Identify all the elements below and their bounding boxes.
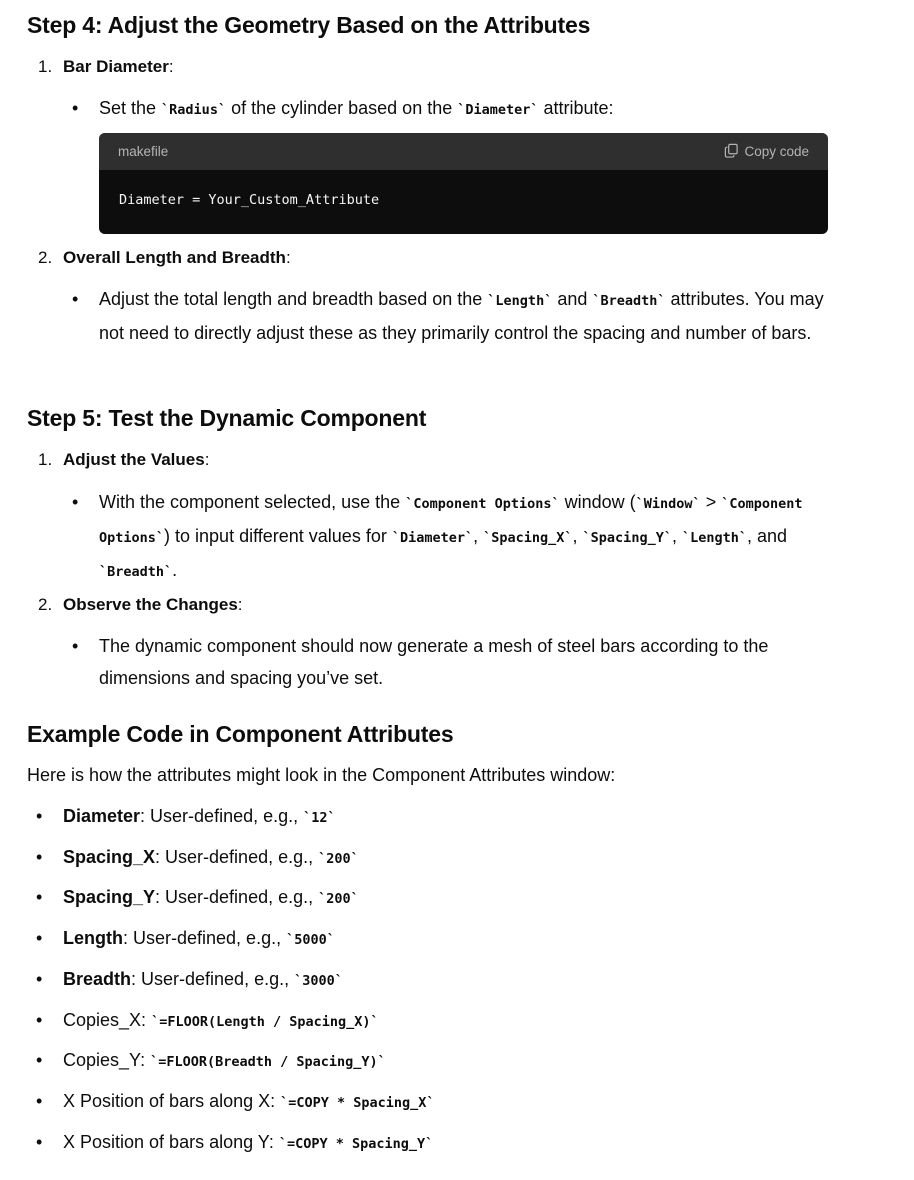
attribute-text: : User-defined, e.g., bbox=[155, 846, 319, 867]
attribute-text: : bbox=[270, 1090, 281, 1111]
attribute-item bbox=[36, 1132, 433, 1153]
attribute-item bbox=[36, 1091, 435, 1112]
item-number: 2. bbox=[38, 595, 53, 614]
step5-heading: Step 5: Test the Dynamic Component bbox=[27, 405, 427, 431]
colon: : bbox=[237, 595, 243, 614]
inline-code: `Breadth` bbox=[592, 293, 666, 309]
attribute-code: `=FLOOR(Length / Spacing_X)` bbox=[151, 1013, 379, 1030]
attribute-item bbox=[36, 1050, 386, 1071]
text: and bbox=[552, 289, 593, 309]
attribute-name: Length bbox=[63, 928, 123, 949]
attribute-name: Diameter bbox=[63, 806, 141, 826]
attribute-item bbox=[36, 847, 359, 868]
inline-code: `Diameter` bbox=[391, 530, 474, 546]
attribute-text: : User-defined, e.g., bbox=[123, 928, 287, 949]
step5-item-1-bullet bbox=[72, 486, 844, 588]
inline-code: `Spacing_X` bbox=[483, 530, 573, 546]
text: With the component selected, use the bbox=[99, 492, 406, 512]
step5-item-2 bbox=[38, 595, 243, 615]
inline-code: `Window` bbox=[635, 496, 701, 512]
copy-icon bbox=[724, 143, 739, 161]
attribute-name: Spacing_X bbox=[63, 846, 156, 867]
attribute-name: Copies_Y bbox=[63, 1050, 141, 1071]
attribute-code: `3000` bbox=[294, 972, 343, 989]
step4-item-2 bbox=[38, 248, 291, 268]
text: , and bbox=[747, 526, 788, 546]
inline-code: `Spacing_Y` bbox=[582, 530, 672, 546]
example-intro: Here is how the attributes might look in the Component Attributes window: bbox=[27, 765, 616, 785]
code-content: Diameter = Your_Custom_Attribute bbox=[119, 192, 380, 208]
code-block bbox=[99, 133, 828, 234]
code-block-header bbox=[99, 133, 828, 170]
attribute-text: : bbox=[141, 1009, 152, 1030]
attribute-text: : User-defined, e.g., bbox=[140, 806, 304, 826]
attribute-code: `=COPY * Spacing_Y` bbox=[278, 1135, 434, 1152]
attribute-text: : bbox=[268, 1131, 279, 1152]
text: The dynamic component should now generate a mesh of steel bars according to the dimensions and spacing you’ve set. bbox=[99, 636, 769, 688]
copy-code-label: Copy code bbox=[744, 144, 809, 159]
item-number: 1. bbox=[38, 57, 53, 76]
inline-code: `Diameter` bbox=[457, 102, 539, 118]
step4-item-1 bbox=[38, 57, 174, 77]
attribute-item bbox=[36, 1010, 379, 1031]
text: attributes. You may not need to directly adjust these as they primarily control the spacing and number of bars. bbox=[99, 289, 824, 343]
inline-code: `Component Options` bbox=[99, 496, 803, 546]
text: attribute: bbox=[538, 98, 614, 118]
copy-code-button[interactable] bbox=[724, 143, 809, 161]
item-title: Observe the Changes bbox=[63, 595, 238, 614]
code-language-label: makefile bbox=[118, 144, 169, 159]
colon: : bbox=[204, 450, 210, 469]
text: , bbox=[572, 526, 583, 546]
step4-item-2-bullet bbox=[72, 283, 844, 349]
text: , bbox=[473, 526, 484, 546]
attribute-code: `=FLOOR(Breadth / Spacing_Y)` bbox=[150, 1054, 386, 1071]
attribute-item bbox=[36, 806, 336, 827]
item-title: Overall Length and Breadth bbox=[63, 248, 286, 267]
step4-item-1-bullet bbox=[72, 92, 844, 126]
item-title: Adjust the Values bbox=[63, 450, 205, 469]
inline-code: `Radius` bbox=[161, 102, 227, 118]
attribute-name: Copies_X bbox=[63, 1009, 142, 1030]
text: > bbox=[700, 492, 722, 512]
attribute-text: : bbox=[140, 1050, 151, 1071]
attribute-name: Breadth bbox=[63, 968, 132, 989]
inline-code: `Breadth` bbox=[99, 564, 173, 580]
attribute-code: `200` bbox=[318, 891, 359, 908]
attribute-code: `200` bbox=[318, 850, 359, 867]
text: , bbox=[671, 526, 682, 546]
step5-item-1 bbox=[38, 450, 209, 470]
item-number: 1. bbox=[38, 450, 53, 469]
step4-heading: Step 4: Adjust the Geometry Based on the Attributes bbox=[27, 12, 591, 38]
attribute-name: X Position of bars along X bbox=[63, 1090, 271, 1111]
item-number: 2. bbox=[38, 248, 53, 267]
attribute-item bbox=[36, 887, 359, 908]
attribute-name: X Position of bars along Y bbox=[63, 1131, 269, 1152]
text: ) to input different values for bbox=[164, 526, 392, 546]
inline-code: `Component Options` bbox=[405, 496, 560, 512]
attribute-text: : User-defined, e.g., bbox=[155, 887, 319, 908]
item-title: Bar Diameter bbox=[63, 57, 169, 76]
text: of the cylinder based on the bbox=[226, 98, 458, 118]
text: . bbox=[172, 560, 178, 580]
attribute-name: Spacing_Y bbox=[63, 887, 156, 908]
text: Adjust the total length and breadth based on the bbox=[99, 289, 488, 309]
colon: : bbox=[285, 248, 291, 267]
attribute-text: : User-defined, e.g., bbox=[131, 968, 295, 989]
colon: : bbox=[168, 57, 174, 76]
example-heading: Example Code in Component Attributes bbox=[27, 721, 454, 747]
attribute-code: `5000` bbox=[286, 932, 335, 949]
inline-code: `Length` bbox=[681, 530, 747, 546]
attribute-item bbox=[36, 969, 343, 990]
inline-code: `Length` bbox=[487, 293, 553, 309]
text: Set the bbox=[99, 98, 162, 118]
attribute-item bbox=[36, 928, 335, 949]
text: window ( bbox=[559, 492, 636, 512]
step5-item-2-bullet bbox=[72, 630, 799, 694]
attribute-code: `=COPY * Spacing_X` bbox=[280, 1094, 435, 1111]
attribute-code: `12` bbox=[303, 810, 336, 826]
